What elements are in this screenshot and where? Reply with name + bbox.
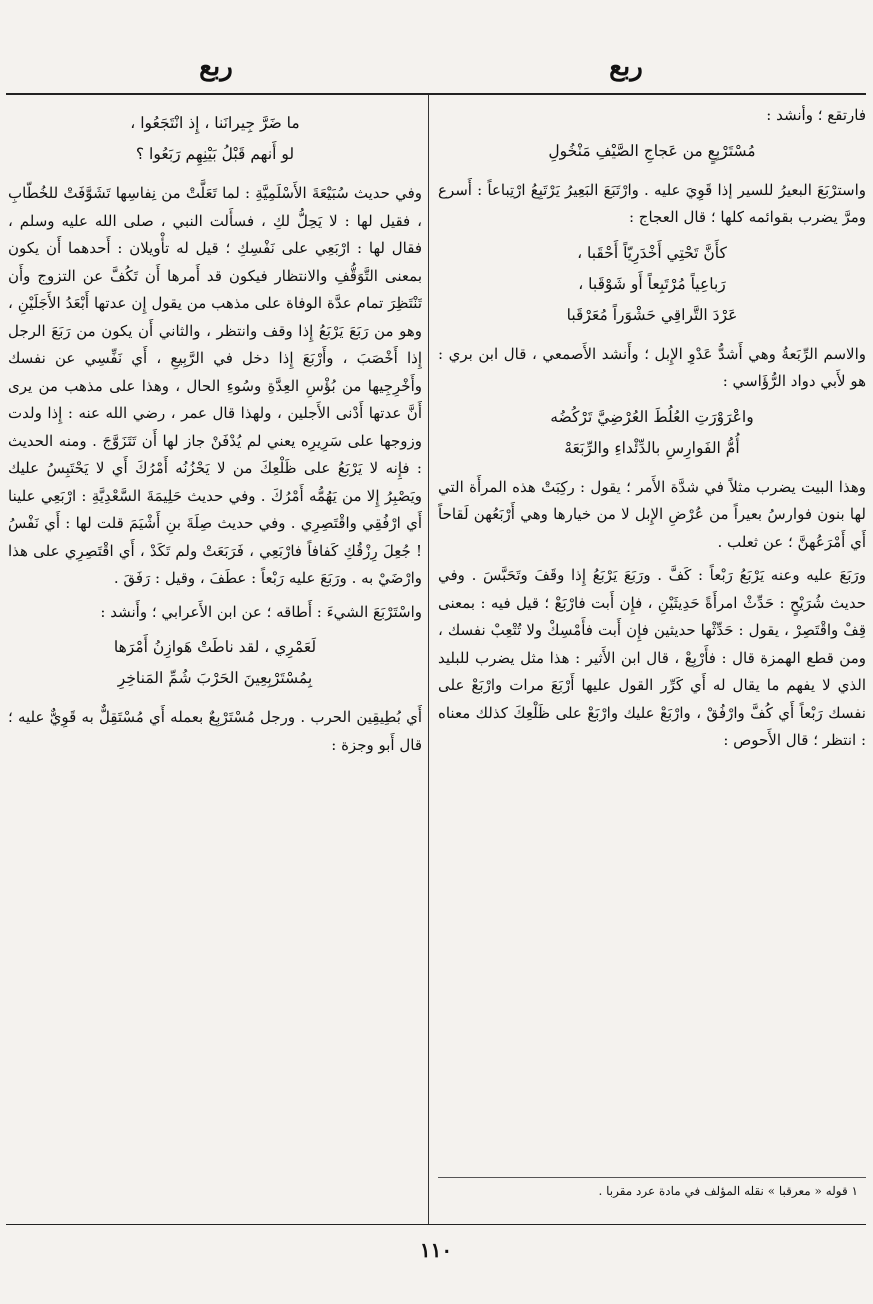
paragraph: والاسم الرِّبَعةُ وهي أَشدُّ عَدْوِ الإِبل ؛ وأَنشد الأَصمعي ، قال ابن بري : هو لأَبي دواد الرُّؤَاسي :	[438, 344, 866, 390]
verse-block	[438, 238, 866, 331]
verse-line: كأَنَّ تَحْتِي أَخْدَرِيّاً أَحْقَبا ،	[577, 243, 727, 262]
top-rule	[6, 93, 866, 95]
header-word-left: ربع	[199, 52, 233, 82]
page-number: ١١٠	[419, 1238, 453, 1262]
verse-line: رَباعِياً مُرْتَبِعاً أَو شَوْقَبا ،	[578, 274, 726, 293]
right-column	[438, 102, 866, 1177]
paragraph: ورَبَعَ عليه وعنه يَرْبَعُ رَبْعاً : كَفَّ . ورَبَعَ يَرْبَعُ إِذا وقَفَ وتَحَبَّسَ . وفي حديث شُرَيْحٍ : حَدِّثْ امرأَةً حَدِيثَيْنِ ، فإِن أَبت فارْبَعْ ؛ قيل فيه : بمعنى قِفْ واقْتَصِرْ ، يقول : حَدِّثْها حديثين فإِن أَبت فأَمْسِكْ ولا تُتْعِبْ نفسك ، ومن قطع الهمزة قال : فأَرْبِعْ ، قال ابن الأَثير : هذا مثل يضرب للبليد الذي لا يفهم ما يقال له أَي كَرِّر القول عليها أَرْبَعَ مرات وارْبَعْ على نفسك رَبْعاً أَي كُفَّ وارْفُقْ ، وارْبَعْ عليك وارْبَعْ على ظَلْعِكَ كذلك معناه : انتظر ؛ قال الأَحوص :	[438, 566, 866, 749]
paragraph: واسْتَرْبَعَ الشيءَ : أَطاقه ؛ عن ابن الأَعرابي ؛ وأَنشد :	[100, 602, 422, 621]
verse-block	[438, 136, 866, 167]
verse-line: مُسْتَرْبِعٍ من عَجاجِ الصَّيْفِ مَنْخُولِ	[548, 141, 756, 160]
paragraph: وفي حديث سُبَيْعَةَ الأَسْلَمِيَّةِ : لما تَعَلَّتْ من نِفاسِها تَشَوَّفَتْ للخُطّابِ ، فقيل لها : لا يَحِلُّ لكِ ، فسأَلت النبي ، صلى الله عليه وسلم ، فقال لها : ارْبَعِي على نَفْسِكِ ؛ قيل له تأْويلان : أَحدهما أَن يكون بمعنى التَّوَقُّفِ والانتظار فيكون قد أَمرها أَن تَكُفَّ عن التزوج وأَن تَنْتَظِرَ تمام عدَّة الوفاة على مذهب من يقول إِن عدتها أَبْعَدُ الأَجَلَيْنِ ، وهو من رَبَعَ يَرْبَعُ إِذا وقف وانتظر ، والثاني أَن يكون من رَبَعَ الرجل إِذا أَخْصَبَ ، وأَرْبَعَ إِذا دخل في الرَّبِيعِ ، أَي نَفِّسِي عن نفسك وأَخْرِجِيها من بُؤْسِ العِدَّةِ وسُوءِ الحال ، وهذا على مذهب من يرى أَنَّ عدتها أَدْنى الأَجلين ، ولهذا قال عمر ، رضي الله عنه : إِذا ولدت وزوجها على سَرِيرِه يعني لم يُدْفَنْ جاز لها أَن تَتَزَوَّجَ . ومنه الحديث : فإِنه لا يَرْبَعُ على ظَلْعِكَ من لا يَحْزُنُه أَمْرُكَ أَي لا يَحْتَبِسُ عليك ويَصْبِرُ إِلا من يَهُمُّه أَمْرُكَ . وفي حديث حَلِيمَةَ السَّعْدِيَّةِ : ارْبَعِي علينا أَي ارْفُقِي واقْتَصِرِي . وفي حديث صِلَةَ بنِ أَشْيَمَ قلت لها : أَي نَفْسُ ! جُعِلَ رِزْقُكِ كَفافاً فارْبَعِي ، فَرَبَعَتْ ولم تَكَدْ ، أَي اقْتَصِرِي على هذا وارْضَيْ به . ورَبَعَ عليه رَبْعاً : عطَفَ ، وقيل : رَفَقَ .	[8, 184, 422, 587]
paragraph: أَي بُطِيقِين الحرب . ورجل مُسْتَرْبِعٌ بعمله أَي مُسْتَقِلٌّ به قَوِيٌّ عليه ؛ قال أَبو وجزة :	[8, 708, 422, 754]
paragraph: فارتقع ؛ وأنشد :	[766, 106, 866, 124]
header-word-right: ربع	[609, 52, 643, 82]
verse-line: بِمُسْتَرْبِعِينَ الحَرْبَ شُمِّ المَناخِرِ	[117, 669, 313, 687]
column-divider	[428, 95, 429, 1225]
paragraph: وهذا البيت يضرب مثلاً في شدَّة الأَمر ؛ يقول : ركِبَتْ هذه المرأَة التي لها بنون فوارسُ بعيراً من عُرْضِ الإِبل لا من خيارها وهي أَرْبَعُهن لَقاحاً أَي أَمْرَعُهنَّ ؛ عن ثعلب .	[438, 477, 866, 551]
paragraph: واسترْبَعَ البعيرُ للسير إذا قَوِيَ عليه . وارْتَبَعَ البَعِيرُ يَرْتَبِعُ ارْتِباعاً : أَسرع ومرَّ يضرب بقوائمه كلها ؛ قال العجاج :	[438, 180, 866, 226]
left-column	[8, 102, 422, 1220]
footnote-rule	[438, 1177, 866, 1178]
footnote: ١ قوله « معرقبا » نقله المؤلف في مادة عرد مقربا .	[598, 1184, 858, 1198]
bottom-rule	[6, 1224, 866, 1225]
verse-line: لَعَمْرِي ، لقد ناطَتْ هَوازِنُ أَمْرَها	[113, 638, 317, 656]
verse-line: لو أَنهم قَبْلُ بَيْنِهِم رَبَعُوا ؟	[135, 145, 295, 163]
verse-line: عَرْدَ التَّراقِي حَشْوَراً مُعَرْقَبا	[566, 305, 738, 324]
verse-block	[8, 108, 422, 170]
verse-block	[438, 402, 866, 464]
verse-line: أُمُّ الفَوارِسِ بالدِّئْداءِ والرِّبَعَهْ	[564, 438, 740, 457]
verse-line: واعْرَوْرَتِ العُلُطَ العُرْضِيَّ تَرْكُضُه	[550, 407, 754, 426]
verse-block	[8, 632, 422, 694]
verse-line: ما ضَرَّ جِيرانَنا ، إِذ انْتَجَعُوا ،	[130, 114, 300, 132]
